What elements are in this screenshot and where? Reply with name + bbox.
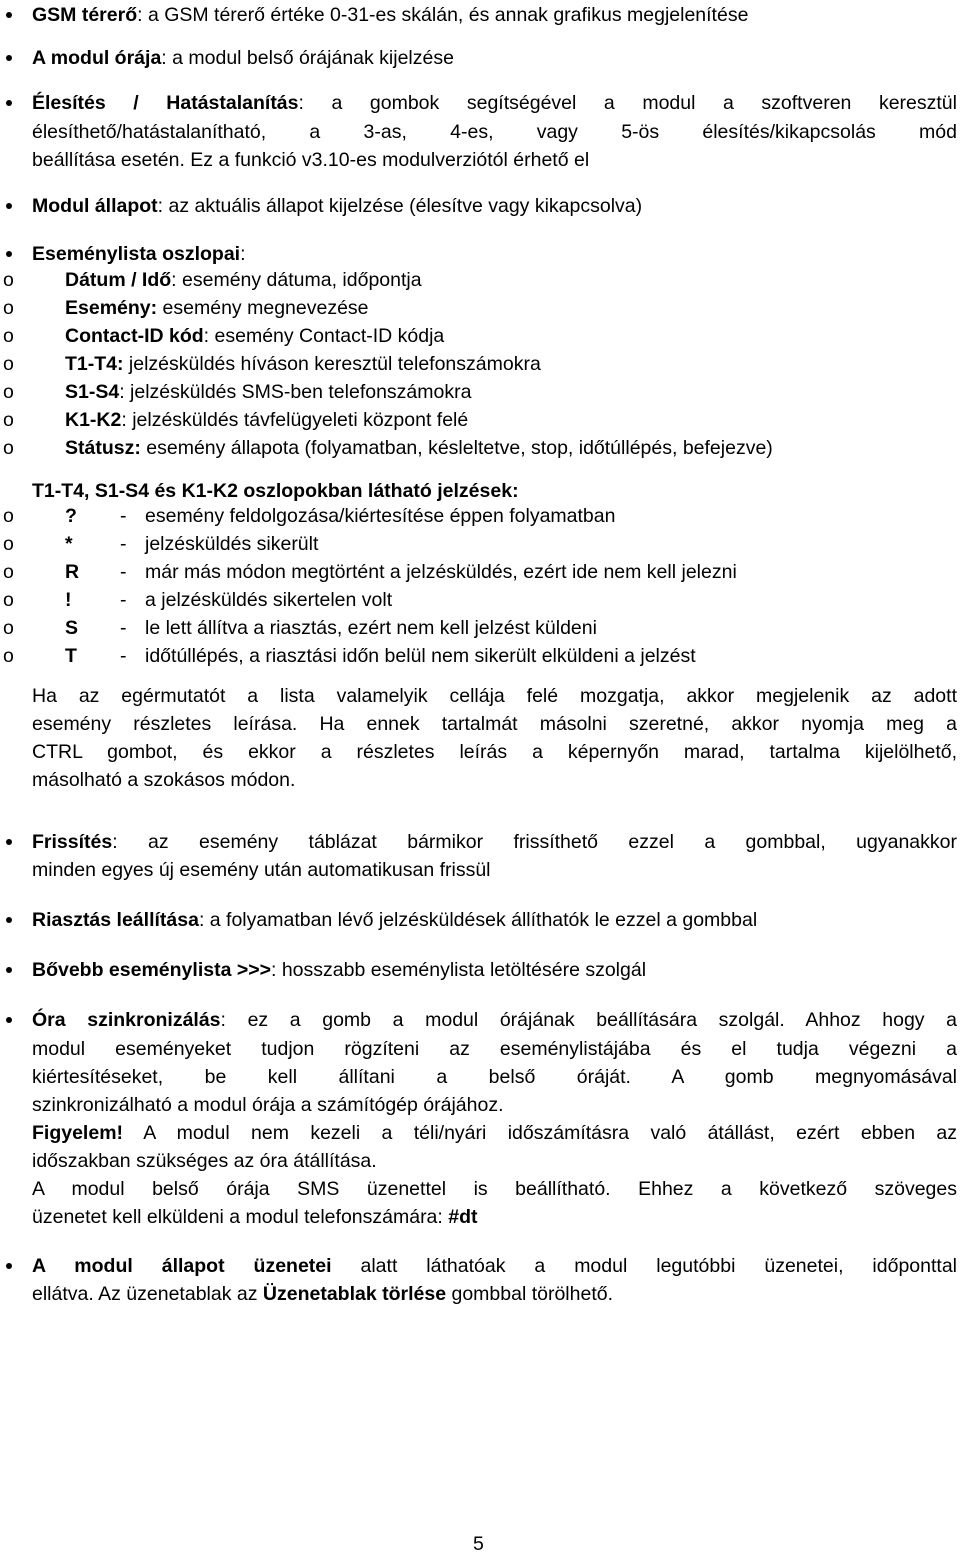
bullet-columns: Eseménylista oszlopai: [32, 243, 246, 265]
clock-sync-warning-line2: időszakban szükséges az óra átállítása. [32, 1150, 377, 1172]
list-marker: o [3, 269, 14, 291]
clock-sync-line2: modul eseményeket tudjon rögzíteni az eseménylistájába és el tudja végezni a [32, 1038, 957, 1060]
bullet-clock: A modul órája: a modul belső órájának kijelzése [32, 47, 454, 69]
hover-para-line3: CTRL gombot, és ekkor a részletes leírás a képernyőn marad, tartalma kijelölhető, [32, 741, 957, 763]
signal-dash: - [120, 505, 127, 527]
list-item: K1-K2: jelzésküldés távfelügyeleti központ felé [65, 409, 469, 431]
signal-symbol: ! [65, 589, 72, 611]
signal-dash: - [120, 589, 127, 611]
signals-heading: T1-T4, S1-S4 és K1-K2 oszlopokban látható jelzések: [32, 480, 519, 502]
page-number: 5 [473, 1533, 484, 1555]
list-marker: o [3, 409, 14, 431]
bullet-arm-line2: élesíthető/hatástalanítható, a 3-as, 4-es, vagy 5-ös élesítés/kikapcsolás mód [32, 121, 957, 143]
bullet-dot [6, 251, 12, 257]
signal-dash: - [120, 533, 127, 555]
list-marker: o [3, 437, 14, 459]
clock-sync-warning: Figyelem! A modul nem kezeli a téli/nyári időszámításra való átállást, ezért ebben az [32, 1122, 957, 1144]
hover-para-line2: esemény részletes leírása. Ha ennek tartalmát másolni szeretné, akkor nyomja meg a [32, 713, 957, 735]
bullet-more-events: Bővebb eseménylista >>>: hosszabb eseménylista letöltésére szolgál [32, 959, 647, 981]
bullet-module-state: Modul állapot: az aktuális állapot kijelzése (élesítve vagy kikapcsolva) [32, 195, 643, 217]
signal-description: már más módon megtörtént a jelzésküldés, ezért ide nem kell jelezni [145, 561, 737, 583]
bullet-dot [6, 100, 12, 106]
list-marker: o [3, 505, 14, 527]
clock-sync-line4: szinkronizálható a modul órája a számítógép órájához. [32, 1094, 504, 1116]
signal-description: a jelzésküldés sikertelen volt [145, 589, 393, 611]
hover-para-line1: Ha az egérmutatót a lista valamelyik cellája felé mozgatja, akkor megjelenik az adott [32, 685, 957, 707]
clock-sync-sms-line2: üzenetet kell elküldeni a modul telefonszámára: #dt [32, 1206, 478, 1228]
list-marker: o [3, 381, 14, 403]
clock-sync-sms-line1: A modul belső órája SMS üzenettel is beállítható. Ehhez a következő szöveges [32, 1178, 957, 1200]
bullet-dot [6, 839, 12, 845]
list-item: Dátum / Idő: esemény dátuma, időpontja [65, 269, 422, 291]
list-item: S1-S4: jelzésküldés SMS-ben telefonszámokra [65, 381, 472, 403]
signal-dash: - [120, 645, 127, 667]
signal-description: jelzésküldés sikerült [145, 533, 319, 555]
bullet-dot [6, 967, 12, 973]
bullet-dot [6, 12, 12, 18]
bullet-dot [6, 203, 12, 209]
list-marker: o [3, 325, 14, 347]
list-item: Esemény: esemény megnevezése [65, 297, 369, 319]
list-marker: o [3, 589, 14, 611]
signal-symbol: R [65, 561, 80, 583]
signal-symbol: * [65, 533, 73, 555]
list-marker: o [3, 353, 14, 375]
signal-symbol: T [65, 645, 77, 667]
signal-description: esemény feldolgozása/kiértesítése éppen folyamatban [145, 505, 616, 527]
list-marker: o [3, 645, 14, 667]
bullet-refresh-line2: minden egyes új esemény után automatikusan frissül [32, 859, 491, 881]
signal-dash: - [120, 617, 127, 639]
list-marker: o [3, 533, 14, 555]
hover-para-line4: másolható a szokásos módon. [32, 769, 296, 791]
bullet-status-msgs: A modul állapot üzenetei alatt láthatóak a modul legutóbbi üzenetei, időponttal [32, 1255, 958, 1277]
list-marker: o [3, 297, 14, 319]
signal-description: le lett állítva a riasztás, ezért nem kell jelzést küldeni [145, 617, 597, 639]
bullet-arm-line3: beállítása esetén. Ez a funkció v3.10-es modulverziótól érhető el [32, 149, 590, 171]
clock-sync-line3: kiértesítéseket, be kell állítani a belső óráját. A gomb megnyomásával [32, 1066, 957, 1088]
signal-symbol: ? [65, 505, 77, 527]
bullet-clock-sync: Óra szinkronizálás: ez a gomb a modul órájának beállítására szolgál. Ahhoz hogy a [32, 1009, 958, 1031]
bullet-refresh: Frissítés: az esemény táblázat bármikor frissíthető ezzel a gombbal, ugyanakkor [32, 831, 957, 853]
bullet-arm: Élesítés / Hatástalanítás: a gombok segítségével a modul a szoftveren keresztül [32, 92, 957, 114]
bullet-dot [6, 55, 12, 61]
list-item: Státusz: esemény állapota (folyamatban, késleltetve, stop, időtúllépés, befejezve) [65, 437, 773, 459]
bullet-dot [6, 1263, 12, 1269]
list-marker: o [3, 561, 14, 583]
list-item: Contact-ID kód: esemény Contact-ID kódja [65, 325, 445, 347]
bullet-dot [6, 917, 12, 923]
bullet-alarm-stop: Riasztás leállítása: a folyamatban lévő jelzésküldések állíthatók le ezzel a gombbal [32, 909, 758, 931]
bullet-gsm: GSM térerő: a GSM térerő értéke 0-31-es skálán, és annak grafikus megjelenítése [32, 4, 749, 26]
bullet-dot [6, 1017, 12, 1023]
list-item: T1-T4: jelzésküldés híváson keresztül telefonszámokra [65, 353, 541, 375]
signal-symbol: S [65, 617, 79, 639]
signal-description: időtúllépés, a riasztási időn belül nem sikerült elküldeni a jelzést [145, 645, 696, 667]
status-msgs-line2: ellátva. Az üzenetablak az Üzenetablak törlése gombbal törölhető. [32, 1283, 614, 1305]
signal-dash: - [120, 561, 127, 583]
list-marker: o [3, 617, 14, 639]
